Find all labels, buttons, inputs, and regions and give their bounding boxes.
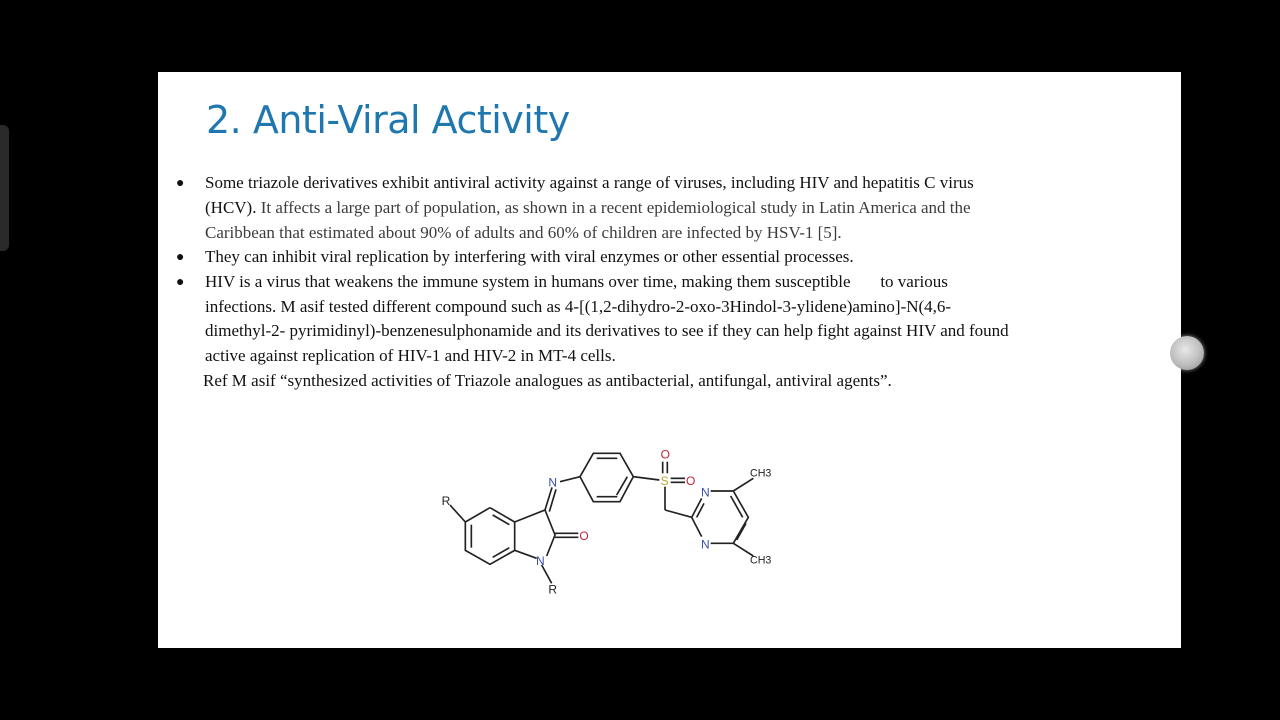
bullet-icon: ●: [176, 275, 185, 290]
floating-nav-button[interactable]: [1170, 336, 1204, 370]
slide: [158, 72, 1181, 648]
atom-r: R: [441, 494, 451, 508]
bullet-1-line-1: [205, 173, 974, 197]
side-panel-tab[interactable]: [0, 125, 9, 251]
bullet-2-line-1: [205, 247, 854, 271]
bullet-1-line-2: [205, 198, 971, 222]
reference: Ref M asif “synthesized activities of Triazole analogues as antibacterial, antifungal, antiviral agents”.: [203, 371, 892, 390]
atom-o: O: [686, 474, 696, 488]
atom-ch3: CH3: [750, 467, 772, 480]
atom-s: S: [660, 474, 669, 488]
text: active against replication of HIV-1 and HIV-2 in MT-4 cells.: [205, 346, 616, 365]
slide-title: 2. Anti-Viral Activity: [206, 98, 570, 142]
bullet-icon: ●: [176, 176, 185, 191]
text: Some triazole derivatives exhibit antiviral activity against a range of viruses, including HIV and hepatitis C virus: [205, 173, 974, 192]
text: infections. M asif tested different compound such as 4-[(1,2-dihydro-2-oxo-3Hindol-3-ylidene)amino]-N(4,6-: [205, 297, 952, 316]
bullet-3-line-3: [205, 321, 1009, 345]
text: They can inhibit viral replication by interfering with viral enzymes or other essential processes.: [205, 247, 854, 266]
bonds: [450, 453, 753, 583]
bullet-3-line-1: [205, 272, 948, 296]
molecule-structure: [420, 430, 800, 600]
text: Caribbean that estimated about 90% of adults and 60% of children are infected by HSV-1 [5].: [205, 223, 842, 242]
text: HIV is a virus that weakens the immune system in humans over time, making them susceptible to various: [205, 272, 948, 291]
bullet-3-line-2: [205, 297, 951, 321]
text: (HCV).: [205, 198, 257, 217]
atom-n: N: [548, 475, 558, 490]
bullet-icon: ●: [176, 250, 185, 265]
atom-o: O: [579, 529, 589, 543]
atom-n: N: [701, 485, 710, 500]
text: It affects a large part of population, as shown in a recent epidemiological study in Latin America and the: [256, 198, 971, 217]
atom-o: O: [660, 447, 671, 462]
bullet-1-line-3: [205, 223, 842, 247]
atom-r: R: [548, 582, 558, 597]
atom-n: N: [536, 554, 545, 568]
text: dimethyl-2- pyrimidinyl)-benzenesulphonamide and its derivatives to see if they can help fight against HIV and found: [205, 321, 1009, 340]
bullet-3-line-4: [205, 346, 616, 370]
atom-ch3: CH3: [750, 554, 772, 567]
atom-n: N: [701, 537, 710, 552]
